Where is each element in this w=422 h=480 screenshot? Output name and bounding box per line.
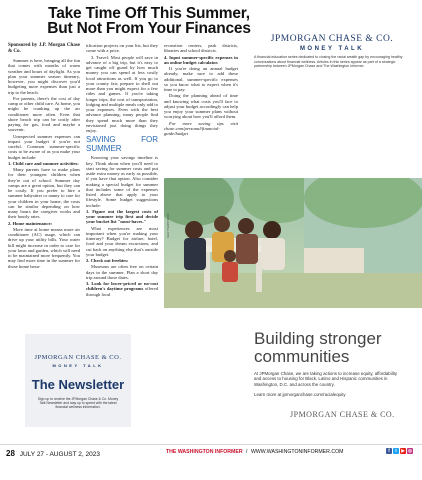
headline [8, 6, 290, 36]
photo-background-illustration [304, 178, 422, 308]
footer-separator: / [246, 449, 248, 455]
list-item-title: 2. Home maintenance: [8, 220, 53, 226]
facebook-icon[interactable]: f [386, 448, 392, 454]
article-column-2 [86, 43, 158, 298]
jpmorgan-logo-ad: JPMORGAN CHASE & CO. [34, 354, 122, 361]
family-photo [164, 178, 304, 308]
building-communities-title: Building stronger communities [254, 329, 382, 366]
website-link[interactable]: WWW.WASHINGTONINFORMER.COM [250, 449, 344, 455]
publication-name: THE WASHINGTON INFORMER [166, 449, 243, 455]
headline-line-2: But Not From Your Finances [47, 20, 251, 37]
paragraph: Unexpected summer expenses can impact your budget if you're not careful. Common summer-specific costs to be aware of as you make your budget include: [8, 133, 80, 160]
issue-date: JULY 27 - AUGUST 2, 2023 [19, 451, 100, 458]
building-communities-link[interactable]: Learn more at jpmorganchase.com/racialequity [254, 391, 346, 397]
paragraph: If you're doing an annual budget already, make sure to add these additional, summer-specific expenses so you know what to expect when it's time to pay. [164, 66, 238, 92]
section-subheading: SAVING FOR SUMMER [86, 135, 158, 153]
photo-background-extension [304, 178, 422, 308]
footer-issue [6, 449, 100, 458]
building-communities-body [254, 371, 404, 397]
list-item-title: 3. Look for lower-priced or no-cost children's daytime programs [86, 281, 158, 292]
twitter-icon[interactable]: t [393, 448, 399, 454]
paragraph: Many parents have to make plans for their youngest children when they're out of school. Summer day camps are a great option, but they can be costly. If you prefer to hire a summer babysitter or nanny to care for your children in your home, the costs can be similar depending on how many hours the caregiver works and their hourly rates. [8, 167, 80, 220]
paragraph: Summer is here, bringing all the fun that comes with months of warm weather and hours of daylight. As you plan your summer season itinerary, however, you might discover you'd budgeting more expenses than just a trip to the beach. [8, 58, 80, 95]
paragraph: recreation centers, park districts, libraries and school districts. [164, 43, 238, 54]
headline-line-1: Take Time Off This Summer, [48, 5, 250, 22]
sponsor-byline: Sponsored by J.P. Morgan Chase & Co. [8, 43, 80, 54]
family-photo-illustration [164, 178, 304, 308]
paragraph: More time at home means more air conditioner (AC) usage, which can drive up your utility bills. Your water bill might increase in order to care for your lawn and garden, which will need to be maintained more frequently. You may find more time in the summer for those home beau- [8, 226, 80, 269]
list-item-title: 1. Figure out the largest costs of your summer trip first and decide your bucket list "must-haves." [86, 208, 158, 225]
paragraph: tification projects on your list, but they come with a price. [86, 43, 158, 54]
building-communities-text: At JPMorgan Chase, we are taking actions to increase equity, affordability and access to housing for Black, Latino and Hispanic communities in Washington, D.C. and across the country. [254, 371, 398, 387]
paragraph: For parents, there's the cost of day camp or other child care. At home, you might be cranking up the air conditioner more often. Even that shore beach trip can be costly after paying for gas, food and maybe a souvenir. [8, 95, 80, 133]
photo-credit: SHUTTERSTOCK [166, 213, 170, 238]
paragraph: Knowing your savings timeline is key. Think about when you'll need to start saving for summer costs and put aside extra money as early as possible, if you have that option. Also consider making a special budget for summer that includes some of the expenses listed above that apply to your lifestyle. Some budget suggestions include: [86, 155, 158, 208]
series-description: A financial education series dedicated to closing the racial wealth gap by encouraging healthy conversations about financial wellness. Articles in this series appear as part of a strategic partnership between JPMorgan Chase and The Washington Informer. [254, 55, 403, 68]
article-column-3 [164, 43, 238, 137]
list-item-title: 4. Input summer-specific expenses in an online budget calculator. [164, 54, 238, 65]
instagram-icon[interactable]: ◎ [408, 448, 412, 453]
paragraph: Museums are often free on certain days in the summer. Plan a short day trip around those dates. [86, 264, 158, 280]
paragraph-link[interactable]: For more saving tips visit chase.com/personal/financial-guide/budget [164, 120, 238, 136]
list-item-title: 2. Check out freebies: [86, 258, 129, 263]
jpmorgan-logo-bottom: JPMORGAN CHASE & CO. [290, 410, 395, 419]
page-number: 28 [6, 449, 15, 458]
list-item-title: 1. Child care and summer activities: [8, 160, 79, 166]
newsletter-title: The Newsletter [31, 377, 125, 392]
list-item-body: offered through local [86, 286, 158, 297]
jpmorgan-logo: JPMORGAN CHASE & CO. [270, 34, 394, 44]
article-column-1 [8, 43, 80, 270]
paragraph: What experiences are most important when you're making your itinerary? Budget for airfare, hotel, food and your dream excursions, and cut back on anything else that's outside your budget. [86, 225, 158, 257]
youtube-icon[interactable]: ▶ [401, 448, 405, 453]
newsletter-ad[interactable] [25, 334, 131, 427]
footer-publication [166, 449, 343, 455]
paragraph: 3. Travel: Most people will save in advance of a big trip, but it's easy to get caught off guard by how much money you can spend at less costly local attractions as well. If you go to your county fair, prepare to shell out more than you might expect for a few rides and games. If you're taking longer trips, the cost of transportation, lodging and multiple meals only add to your expenses. Even with the best advance planning, many people find they spend much more than they envisioned just doing things they enjoy. [86, 54, 158, 133]
money-talk-label: MONEY TALK [299, 46, 365, 52]
money-talk-label-ad: MONEY TALK [52, 363, 104, 368]
newsletter-body: Sign up to receive the JPMorgan Chase & Co. Money Talk Newsletter and stay up to speed with the latest financial wellness information. [37, 397, 119, 410]
money-talk-masthead [254, 34, 410, 52]
paragraph: Doing the planning ahead of time and knowing what costs you'll face to adjust your budget accordingly can help you enjoy your summer plans without worrying about how you'll afford them. [164, 93, 238, 120]
footer-divider [0, 444, 422, 445]
